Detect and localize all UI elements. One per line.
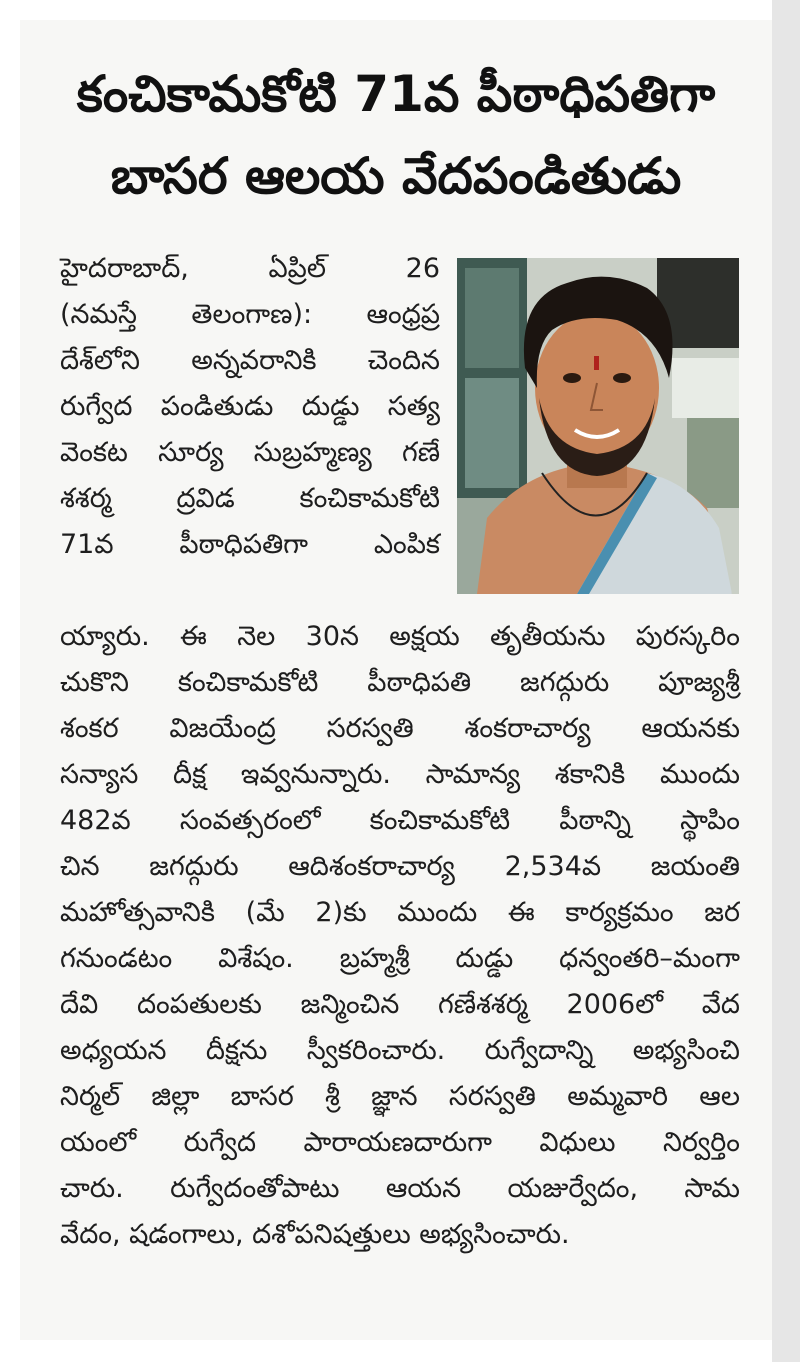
headline-line-1: కంచికామకోటి 71వ పీఠాధిపతిగా	[76, 65, 716, 123]
body-line: దేవి దంపతులకు జన్మించిన గణేశశర్మ 2006లో వేద	[60, 989, 740, 1020]
intro-line: వెంకట సూర్య సుబ్రహ్మణ్య గణే	[60, 437, 440, 468]
body-line: చుకొని కంచికామకోటి పీఠాధిపతి జగద్గురు పూజ్యశ్రీ	[60, 667, 740, 698]
body-line: య్యారు. ఈ నెల 30న అక్షయ తృతీయను పురస్కరిం	[60, 621, 740, 652]
body-line: చిన జగద్గురు ఆదిశంకరాచార్య 2,534వ జయంతి	[60, 851, 740, 882]
body-line: వేదం, షడంగాలు, దశోపనిషత్తులు అభ్యసించారు.	[60, 1219, 570, 1250]
body-line: శంకర విజయేంద్ర సరస్వతి శంకరాచార్య ఆయనకు	[60, 713, 740, 744]
intro-line: హైదరాబాద్, ఏప్రిల్ 26	[60, 253, 440, 284]
intro-line: రుగ్వేద పండితుడు దుడ్డు సత్య	[60, 391, 440, 422]
intro-line: 71వ పీఠాధిపతిగా ఎంపిక	[60, 529, 440, 560]
body-line: నిర్మల్ జిల్లా బాసర శ్రీ జ్ఞాన సరస్వతి అమ్మవారి ఆల	[60, 1081, 740, 1112]
intro-line: (నమస్తే తెలంగాణ): ఆంధ్రప్ర	[60, 299, 440, 330]
body-line: 482వ సంవత్సరంలో కంచికామకోటి పీఠాన్ని స్థాపిం	[60, 805, 740, 836]
scan-border	[772, 0, 800, 1362]
body-line: యంలో రుగ్వేద పారాయణదారుగా విధులు నిర్వర్తిం	[60, 1127, 740, 1158]
headline-line-2: బాసర ఆలయ వేదపండితుడు	[110, 147, 682, 205]
intro-line: దేశ్‌లోని అన్నవరానికి చెందిన	[60, 345, 440, 376]
portrait-photo	[457, 258, 739, 594]
intro-line: శశర్మ ద్రవిడ కంచికామకోటి	[60, 483, 440, 514]
body-line: చారు. రుగ్వేదంతోపాటు ఆయన యజుర్వేదం, సామ	[60, 1173, 740, 1204]
body-line: సన్యాస దీక్ష ఇవ్వనున్నారు. సామాన్య శకానికి ముందు	[60, 759, 740, 790]
body-line: గనుండటం విశేషం. బ్రహ్మశ్రీ దుడ్డు ధన్వంతరి–మంగా	[60, 943, 740, 974]
body-line: అధ్యయన దీక్షను స్వీకరించారు. రుగ్వేదాన్ని అభ్యసించి	[60, 1035, 740, 1066]
body-line: మహోత్సవానికి (మే 2)కు ముందు ఈ కార్యక్రమం జర	[60, 897, 740, 928]
